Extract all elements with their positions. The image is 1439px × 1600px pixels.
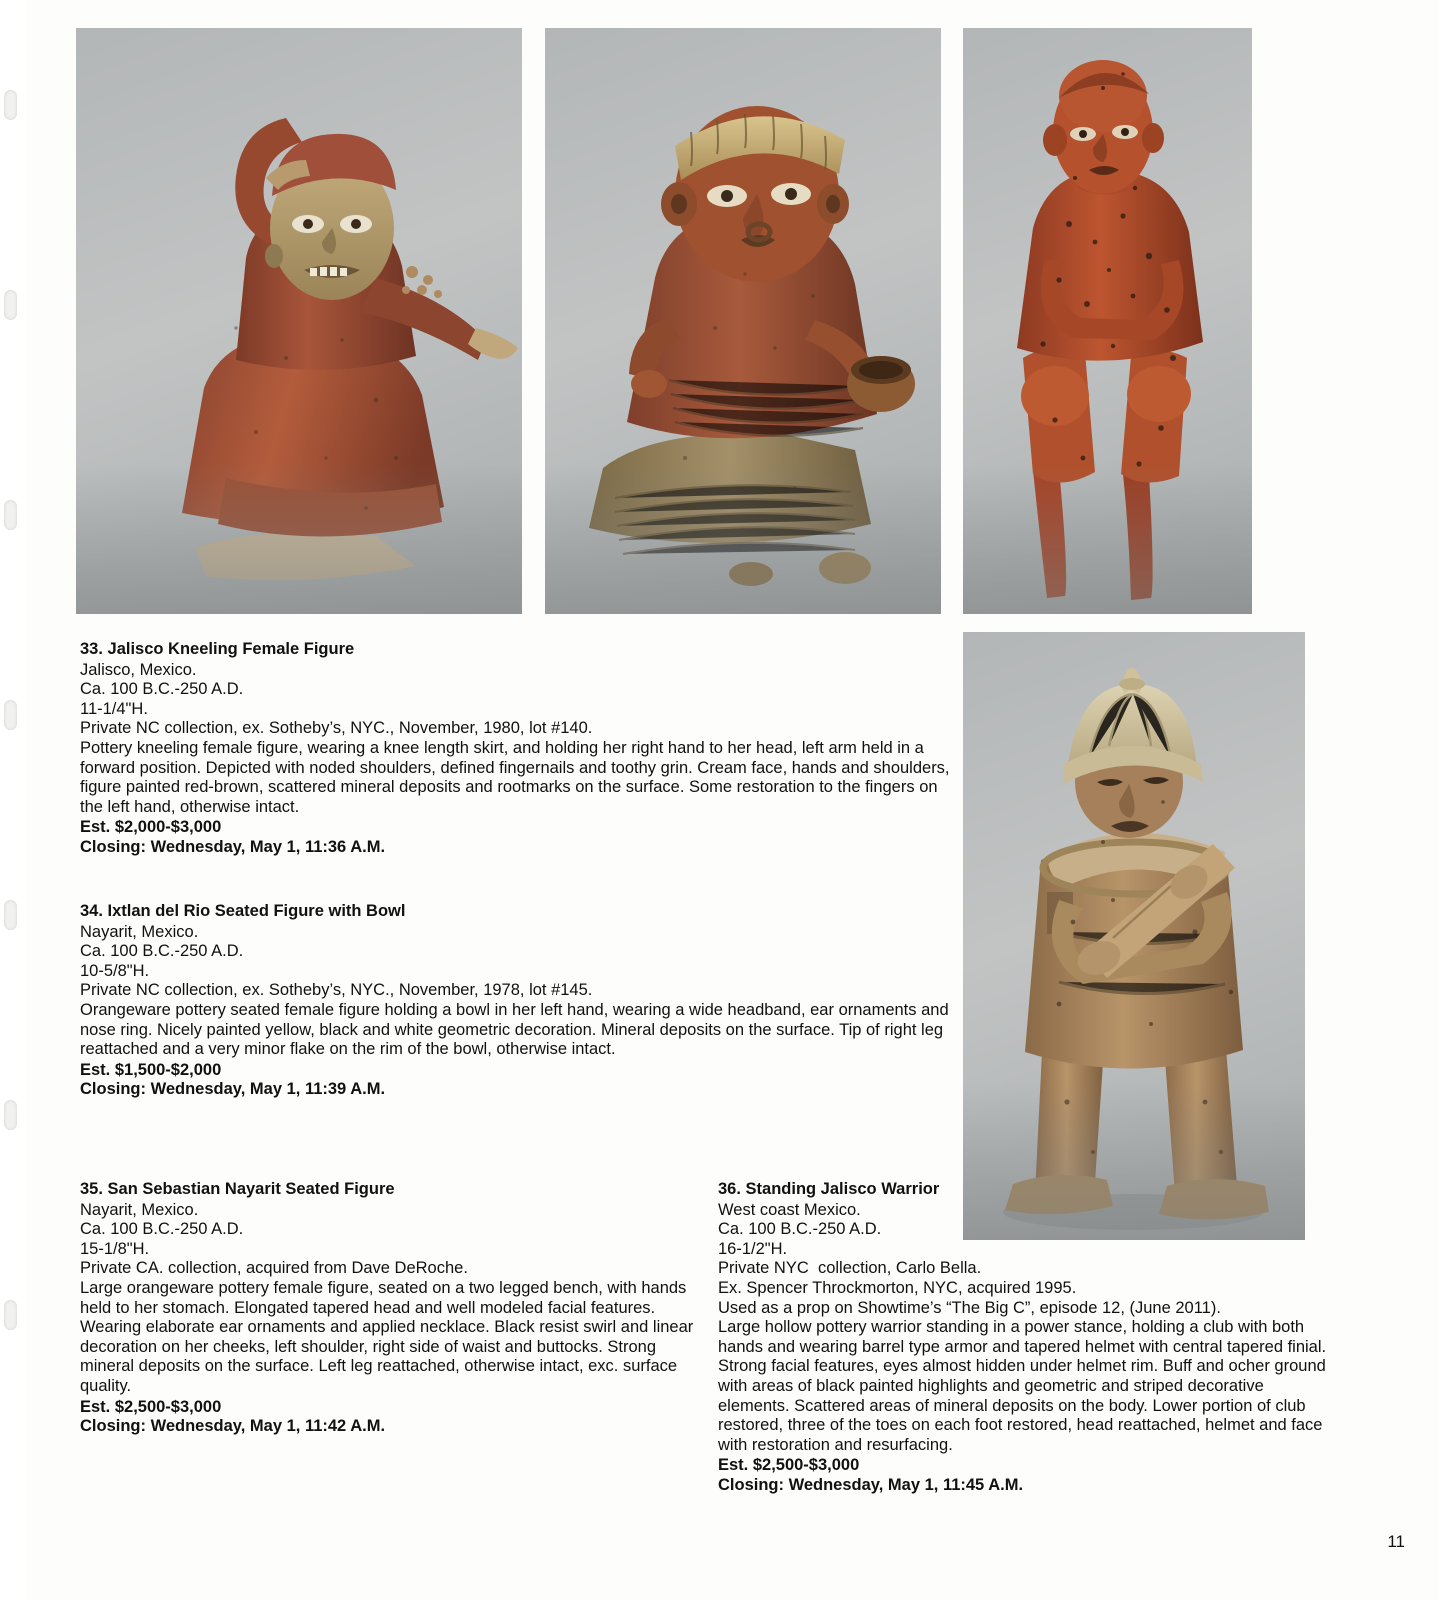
lot-entry-34 [80,902,960,1100]
lot-title: 35. San Sebastian Nayarit Seated Figure [80,1180,395,1198]
lot-closing-time: Closing: Wednesday, May 1, 11:39 A.M. [80,1080,386,1099]
binding-hole [4,1300,17,1330]
lot-description: Orangeware pottery seated female figure holding a bowl in her left hand, wearing a wide headband, ear ornaments and nose ring. Nicely painted yellow, black and white geometric decoration. Mineral deposits on the surface. Tip of right leg reattached and a very minor flake on the rim of the bowl, otherwise intact. [80,1000,949,1059]
san-sebastian-nayarit-seated-figure-photo [963,28,1252,614]
lot-estimate: Est. $1,500-$2,000 [80,1060,222,1079]
lot-estimate: Est. $2,000-$3,000 [80,818,222,837]
lot-title: 33. Jalisco Kneeling Female Figure [80,640,355,658]
lot-entry-36 [718,1180,1338,1496]
lot-date: Ca. 100 B.C.-250 A.D. [80,942,244,961]
lot-provenance: Private CA. collection, acquired from Dave DeRoche. [80,1259,468,1278]
lot-description: Large orangeware pottery female figure, seated on a two legged bench, with hands held to her stomach. Elongated tapered head and well modeled facial features. Wearing elaborate ear ornaments and applied necklace. Black resist swirl and linear decoration on her cheeks, left shoulder, right side of waist and buttocks. Strong mineral deposits on the surface. Left leg reattached, otherwise intact, exc. surface quality. [80,1278,694,1395]
lot-date: Ca. 100 B.C.-250 A.D. [80,680,244,699]
lot-date: Ca. 100 B.C.-250 A.D. [80,1220,244,1239]
binding-hole [4,90,17,120]
binding-hole [4,1100,17,1130]
lot-title: 36. Standing Jalisco Warrior [718,1180,940,1198]
lot-description: Pottery kneeling female figure, wearing a knee length skirt, and holding her right hand to her head, left arm held in a forward position. Depicted with noded shoulders, defined fingernails and toothy grin. Cream face, hands and shoulders, figure painted red-brown, scattered mineral deposits and rootmarks on the surface. Some restoration to the fingers on the left hand, otherwise intact. [80,738,950,816]
lot-provenance: Private NC collection, ex. Sotheby’s, NYC., November, 1980, lot #140. [80,719,593,738]
lot-estimate: Est. $2,500-$3,000 [718,1456,860,1475]
lot-provenance-secondary: Ex. Spencer Throckmorton, NYC, acquired 1995. [718,1278,1077,1297]
lot-entry-33 [80,640,960,858]
lot-closing-time: Closing: Wednesday, May 1, 11:42 A.M. [80,1417,386,1436]
binding-hole [4,900,17,930]
lot-provenance: Private NYC collection, Carlo Bella. [718,1259,982,1278]
lot-size: 15-1/8"H. [80,1239,150,1258]
lot-size: 11-1/4"H. [80,699,148,718]
standing-jalisco-warrior-photo [963,632,1305,1240]
page-binding-edge [0,0,26,1600]
binding-hole [4,700,17,730]
lot-origin: Jalisco, Mexico. [80,660,197,679]
page-number: 11 [1387,1532,1405,1551]
lot-entry-35 [80,1180,705,1437]
lot-date: Ca. 100 B.C.-250 A.D. [718,1220,882,1239]
lot-provenance-note: Used as a prop on Showtime’s “The Big C”, episode 12, (June 2011). [718,1298,1221,1317]
lot-origin: Nayarit, Mexico. [80,1200,199,1219]
lot-provenance: Private NC collection, ex. Sotheby’s, NYC., November, 1978, lot #145. [80,981,593,1000]
binding-hole [4,500,17,530]
lot-title: 34. Ixtlan del Rio Seated Figure with Bowl [80,902,406,920]
binding-hole [4,290,17,320]
lot-closing-time: Closing: Wednesday, May 1, 11:36 A.M. [80,837,386,856]
ixtlan-del-rio-seated-figure-photo [545,28,941,614]
lot-origin: West coast Mexico. [718,1200,861,1219]
lot-closing-time: Closing: Wednesday, May 1, 11:45 A.M. [718,1475,1024,1494]
lot-size: 16-1/2"H. [718,1239,788,1258]
lot-estimate: Est. $2,500-$3,000 [80,1397,222,1416]
lot-size: 10-5/8"H. [80,961,150,980]
jalisco-kneeling-female-figure-photo [76,28,522,614]
lot-description: Large hollow pottery warrior standing in a power stance, holding a club with both hands and wearing barrel type armor and tapered helmet with central tapered finial. Strong facial features, eyes almost hidden under helmet rim. Buff and ocher ground with areas of black painted highlights and geometric and striped decorative elements. Scattered areas of mineral deposits on the body. Lower portion of club restored, three of the toes on each foot restored, head reattached, helmet and face with restoration and resurfacing. [718,1318,1327,1454]
lot-origin: Nayarit, Mexico. [80,922,199,941]
